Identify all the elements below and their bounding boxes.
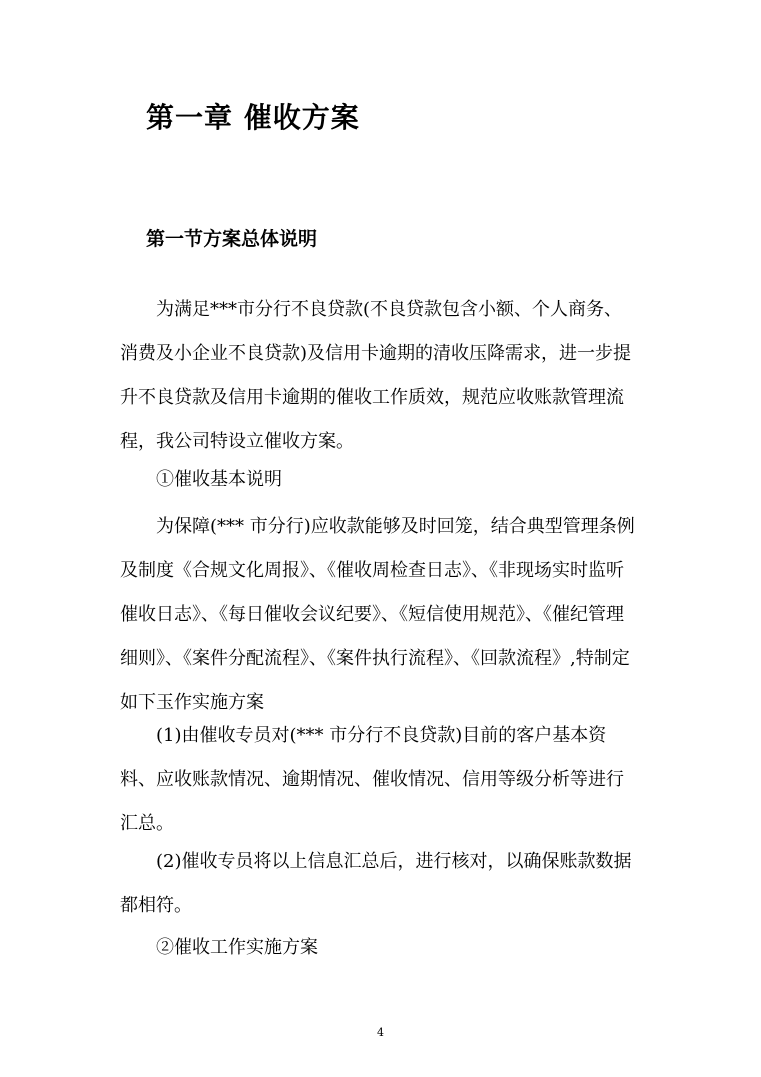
basis-paragraph: 为保障(*** 市分行)应收款能够及时回笼，结合典型管理条例及制度《合规文化周报》、《催收周检查日志》、《非现场实时监听催收日志》、《每日催收会议纪要》、《短信使用规范》、《催纪管理细则》、《案件分配流程》、《案件执行流程》、《回款流程》,特制定如下玉作实施方案 [120,516,635,713]
section-title: 第一节方案总体说明 [146,228,318,250]
item-1-paragraph: (1)由催收专员对(*** 市分行不良贷款)目前的客户基本资料、应收账款情况、逾期情况、催收情况、信用等级分析等进行汇总。 [120,725,624,834]
item-2-paragraph: (2)催收专员将以上信息汇总后，进行核对，以确保账款数据都相符。 [120,851,632,916]
page-number: 4 [377,1026,384,1039]
intro-paragraph: 为满足***市分行不良贷款(不良贷款包含小额、个人商务、消费及小企业不良贷款)及信用卡逾期的清收压降需求，进一步提升不良贷款及信用卡逾期的催收工作质效，规范应收账款管理流程，我公司特设立催收方案。 [120,299,632,452]
chapter-title: 第一章 催收方案 [146,101,360,134]
subhead-implementation-plan: ②催收工作实施方案 [156,937,318,958]
subhead-basic-description: ①催收基本说明 [156,469,282,490]
